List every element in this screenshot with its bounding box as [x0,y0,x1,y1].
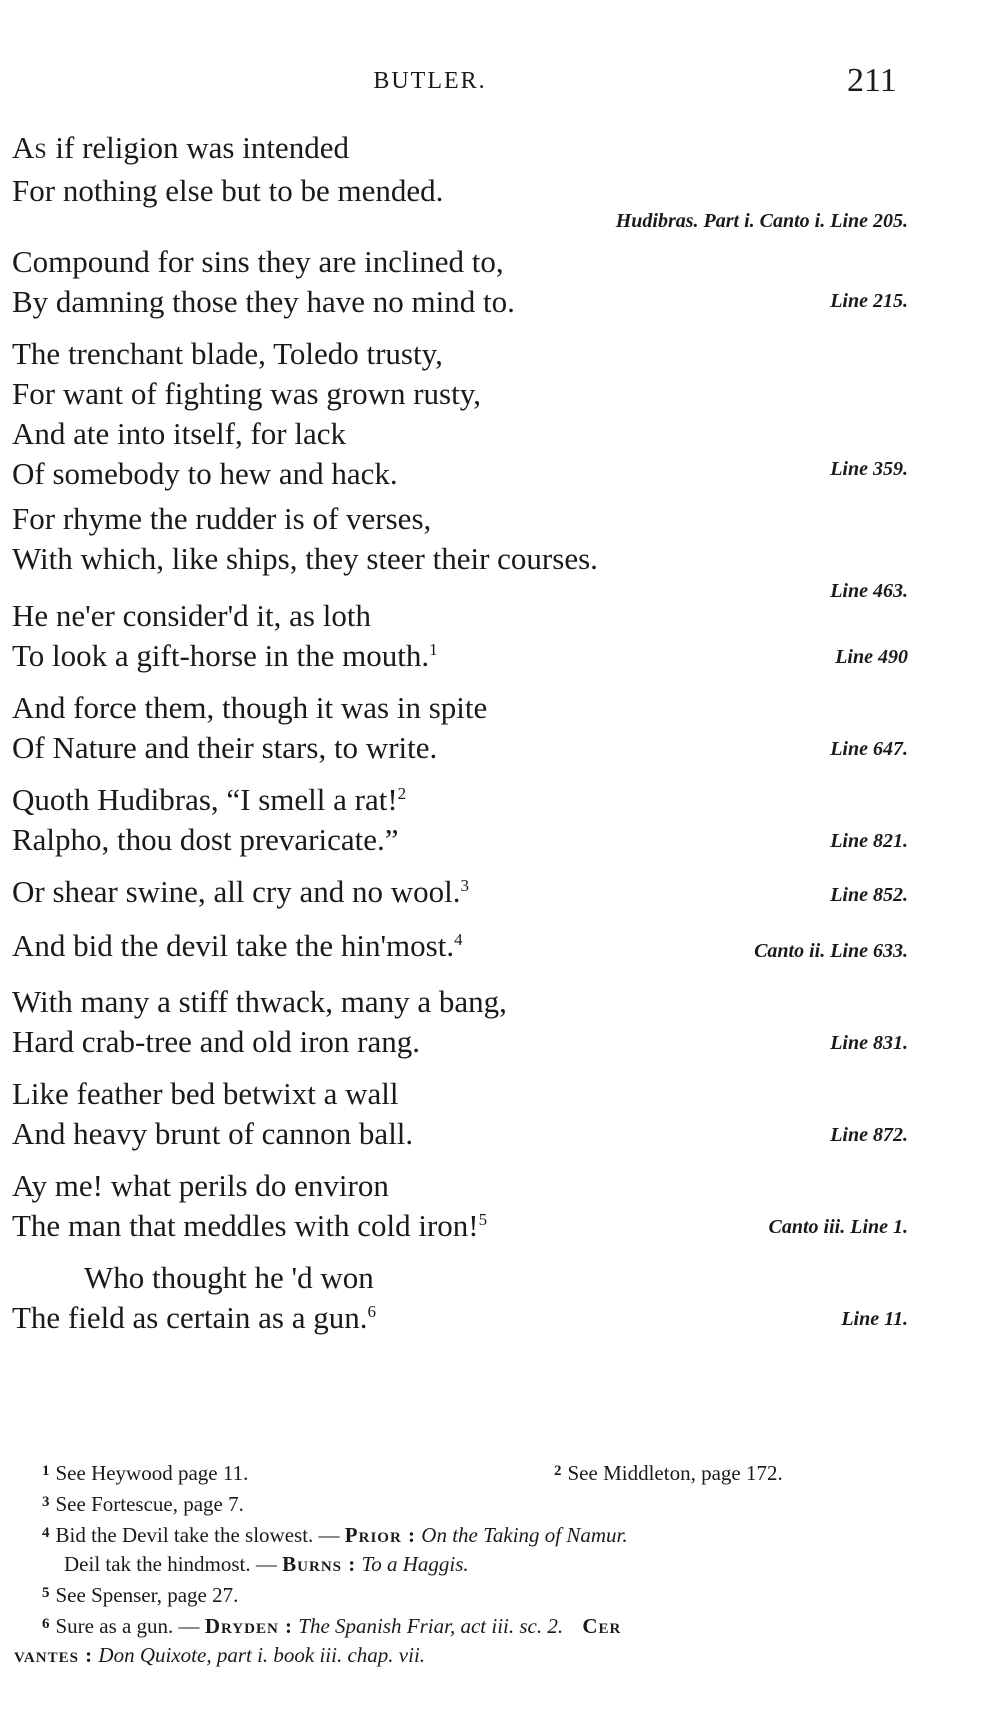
verse-line-text: Or shear swine, all cry and no wool. [12,874,461,909]
footnote-text: See Fortescue, page 7. [55,1492,244,1516]
verse-line-first [12,128,912,171]
verse-line: By damning those they have no mind to. [12,284,515,319]
verse-line: With which, like ships, they steer their courses. [12,541,598,576]
footnotes [14,1457,914,1670]
footnote-number: 5 [42,1585,50,1601]
verse-line: Ralpho, thou dost prevaricate.” [12,822,399,857]
footnote-author: vantes : [14,1643,94,1667]
verse-line [12,872,912,912]
footnote-work: The Spanish Friar, act iii. sc. 2. [298,1614,564,1638]
footnote-author: Dryden : [204,1614,294,1638]
line-reference: Canto ii. Line 633. [754,940,908,962]
footnote-text: Bid the Devil take the slowest. — [55,1523,340,1547]
footnote-number: 1 [42,1463,50,1479]
line-reference: Line 647. [830,738,908,760]
footnote-row [14,1457,914,1488]
verse-line: Of Nature and their stars, to write. [12,730,438,765]
verse-line: For want of fighting was grown rusty, [12,376,481,411]
verse-line-text: The field as certain as a gun. [12,1300,368,1335]
quote-verse [12,982,912,1062]
footnote-text: See Spenser, page 27. [55,1583,239,1607]
verse-line: And heavy brunt of cannon ball. [12,1116,414,1151]
footnote-row [14,1610,914,1641]
footnote-text: Deil tak the hindmost. — [64,1552,277,1576]
verse-line [12,780,912,820]
verse-line: Hard crab-tree and old iron rang. [12,1024,420,1059]
verse-line: With many a stiff thwack, many a bang, [12,984,507,1019]
quote-verse [12,128,912,211]
footnote-work: Don Quixote, part i. book iii. chap. vii. [98,1643,426,1667]
footnote-item [554,1457,783,1488]
verse-line-text: AS if religion was intended [12,130,349,165]
line-reference: Line 872. [830,1124,908,1146]
quote-verse [12,1074,912,1154]
quote-verse [12,872,912,912]
line-reference: Line 215. [830,290,908,312]
footnote-text: See Heywood page 11. [55,1461,249,1485]
verse-line: Who thought he 'd won [84,1260,374,1295]
running-head [0,62,1000,102]
footnote-number: 3 [42,1494,50,1510]
verse-line: The trenchant blade, Toledo trusty, [12,336,443,371]
line-reference: Hudibras. Part i. Canto i. Line 205. [615,210,908,232]
page-number: 211 [847,62,897,99]
quote-verse [12,596,912,676]
footnote-author: Prior : [344,1523,417,1547]
verse-line-text: To look a gift-horse in the mouth. [12,638,430,673]
line-reference: Line 831. [830,1032,908,1054]
footnote-row [14,1550,914,1579]
footnote-number: 6 [42,1616,50,1632]
verse-line-text: And bid the devil take the hin'most. [12,928,455,963]
footnote-row [14,1519,914,1550]
line-reference: Line 463. [830,580,908,602]
footnote-work: On the Taking of Namur. [421,1523,628,1547]
line-reference: Line 821. [830,830,908,852]
verse-line-text: The man that meddles with cold iron! [12,1208,479,1243]
verse-line-text: Quoth Hudibras, “I smell a rat! [12,782,398,817]
running-title: BUTLER. [373,68,487,94]
footnote-mark: 5 [478,1210,488,1229]
verse-line: And ate into itself, for lack [12,416,347,451]
verse-line: And force them, though it was in spite [12,690,488,725]
footnote-mark: 2 [397,784,407,803]
verse-line: He ne'er consider'd it, as loth [12,598,371,633]
footnote-text: See Middleton, page 172. [567,1461,783,1485]
quote-verse [12,780,912,860]
verse-line: Like feather bed betwixt a wall [12,1076,399,1111]
verse-line: For rhyme the rudder is of verses, [12,501,432,536]
footnote-row [14,1579,914,1610]
footnote-mark: 1 [429,640,438,659]
verse-line: Ay me! what perils do environ [12,1168,389,1203]
verse-line: For nothing else but to be mended. [12,173,444,208]
verse-line [12,636,912,676]
footnote-author: Burns : [282,1552,357,1576]
footnote-mark: 6 [367,1302,376,1321]
footnote-number: 4 [42,1525,50,1541]
quote-verse [12,499,912,579]
footnote-mark: 3 [460,876,470,895]
footnote-row [14,1488,914,1519]
footnote-mark: 4 [454,930,463,949]
footnote-number: 2 [554,1463,562,1479]
quote-verse [12,334,912,494]
footnote-author: Cer [582,1614,622,1638]
quote-verse [12,1258,912,1338]
footnote-row [14,1641,914,1670]
quote-verse [12,688,912,768]
footnote-text: Sure as a gun. — [55,1614,200,1638]
line-reference: Line 359. [830,458,908,480]
verse-line [12,1298,912,1338]
footnote-work: To a Haggis. [361,1552,469,1576]
line-reference: Line 490 [835,646,908,668]
verse-line: Of somebody to hew and hack. [12,456,398,491]
quote-verse [12,242,912,322]
line-reference: Line 11. [841,1308,908,1330]
line-reference: Line 852. [830,884,908,906]
verse-line: Compound for sins they are inclined to, [12,244,504,279]
line-reference: Canto iii. Line 1. [768,1216,908,1238]
